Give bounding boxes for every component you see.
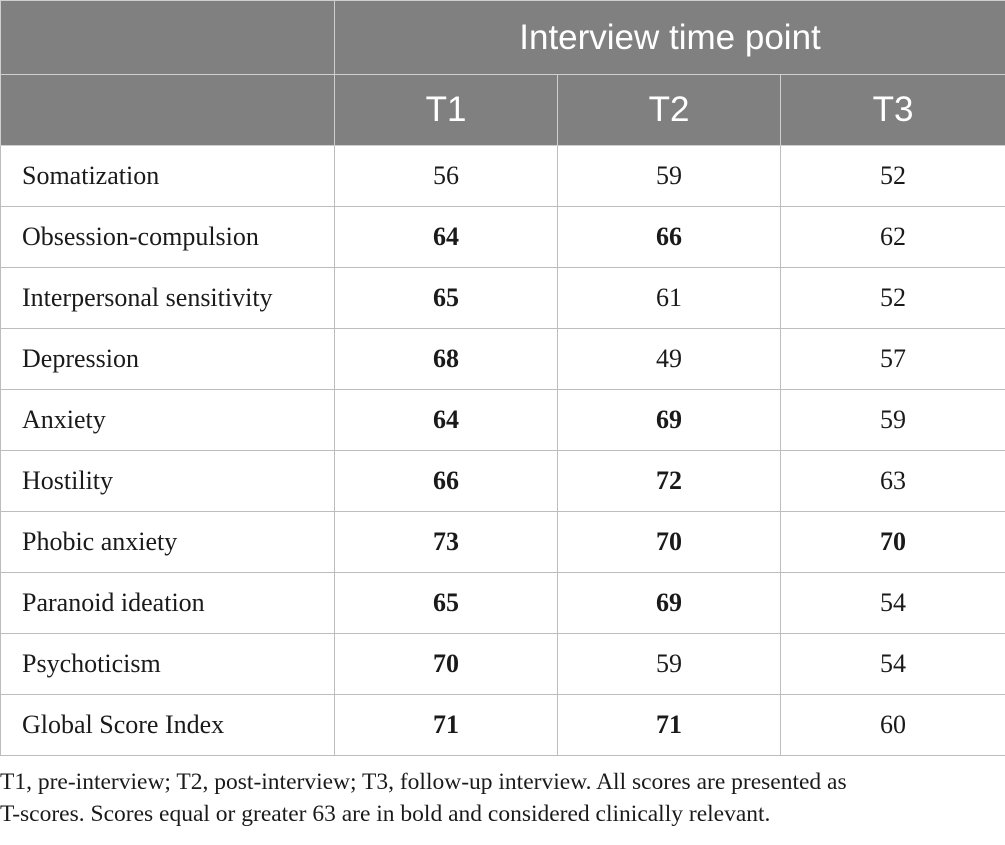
table-row — [1, 146, 1005, 207]
score-cell-t3: 62 — [781, 207, 1005, 268]
score-cell-t2: 49 — [558, 329, 781, 390]
score-cell-t2: 69 — [558, 390, 781, 451]
row-label: Psychoticism — [1, 634, 335, 695]
score-cell-t1: 65 — [335, 573, 558, 634]
score-cell-t2: 69 — [558, 573, 781, 634]
score-cell-t1: 66 — [335, 451, 558, 512]
score-cell-t3: 60 — [781, 695, 1005, 756]
table-footnote — [0, 766, 1005, 830]
score-cell-t2: 61 — [558, 268, 781, 329]
score-cell-t1: 71 — [335, 695, 558, 756]
score-cell-t2: 70 — [558, 512, 781, 573]
row-label: Hostility — [1, 451, 335, 512]
column-header-t3: T3 — [781, 75, 1005, 146]
table-row — [1, 695, 1005, 756]
score-cell-t3: 54 — [781, 634, 1005, 695]
row-label: Phobic anxiety — [1, 512, 335, 573]
row-label: Depression — [1, 329, 335, 390]
score-cell-t3: 52 — [781, 268, 1005, 329]
table-row — [1, 390, 1005, 451]
score-cell-t1: 68 — [335, 329, 558, 390]
score-cell-t1: 73 — [335, 512, 558, 573]
row-label: Anxiety — [1, 390, 335, 451]
row-label: Somatization — [1, 146, 335, 207]
table-row — [1, 329, 1005, 390]
header-blank-cell — [1, 1, 335, 75]
score-cell-t2: 72 — [558, 451, 781, 512]
table-row — [1, 512, 1005, 573]
row-label: Global Score Index — [1, 695, 335, 756]
score-cell-t1: 56 — [335, 146, 558, 207]
table-row — [1, 451, 1005, 512]
footnote-line: T1, pre-interview; T2, post-interview; T3, follow-up interview. All scores are presented as — [0, 769, 847, 795]
score-cell-t3: 54 — [781, 573, 1005, 634]
table-row — [1, 634, 1005, 695]
score-cell-t3: 59 — [781, 390, 1005, 451]
score-cell-t2: 59 — [558, 634, 781, 695]
row-label: Interpersonal sensitivity — [1, 268, 335, 329]
table-row — [1, 207, 1005, 268]
table-row — [1, 268, 1005, 329]
score-cell-t3: 52 — [781, 146, 1005, 207]
score-cell-t1: 64 — [335, 390, 558, 451]
footnote-line: T-scores. Scores equal or greater 63 are in bold and considered clinically relevant. — [0, 801, 771, 827]
header-blank-cell — [1, 75, 335, 146]
score-cell-t3: 63 — [781, 451, 1005, 512]
row-label: Obsession-compulsion — [1, 207, 335, 268]
column-header-t2: T2 — [558, 75, 781, 146]
score-cell-t1: 65 — [335, 268, 558, 329]
group-header: Interview time point — [335, 1, 1005, 75]
table-header — [1, 1, 1005, 146]
table-row — [1, 573, 1005, 634]
score-cell-t3: 70 — [781, 512, 1005, 573]
score-cell-t2: 66 — [558, 207, 781, 268]
score-cell-t2: 59 — [558, 146, 781, 207]
score-cell-t1: 70 — [335, 634, 558, 695]
row-label: Paranoid ideation — [1, 573, 335, 634]
score-cell-t2: 71 — [558, 695, 781, 756]
column-header-t1: T1 — [335, 75, 558, 146]
score-cell-t3: 57 — [781, 329, 1005, 390]
table-body — [1, 146, 1005, 756]
score-cell-t1: 64 — [335, 207, 558, 268]
